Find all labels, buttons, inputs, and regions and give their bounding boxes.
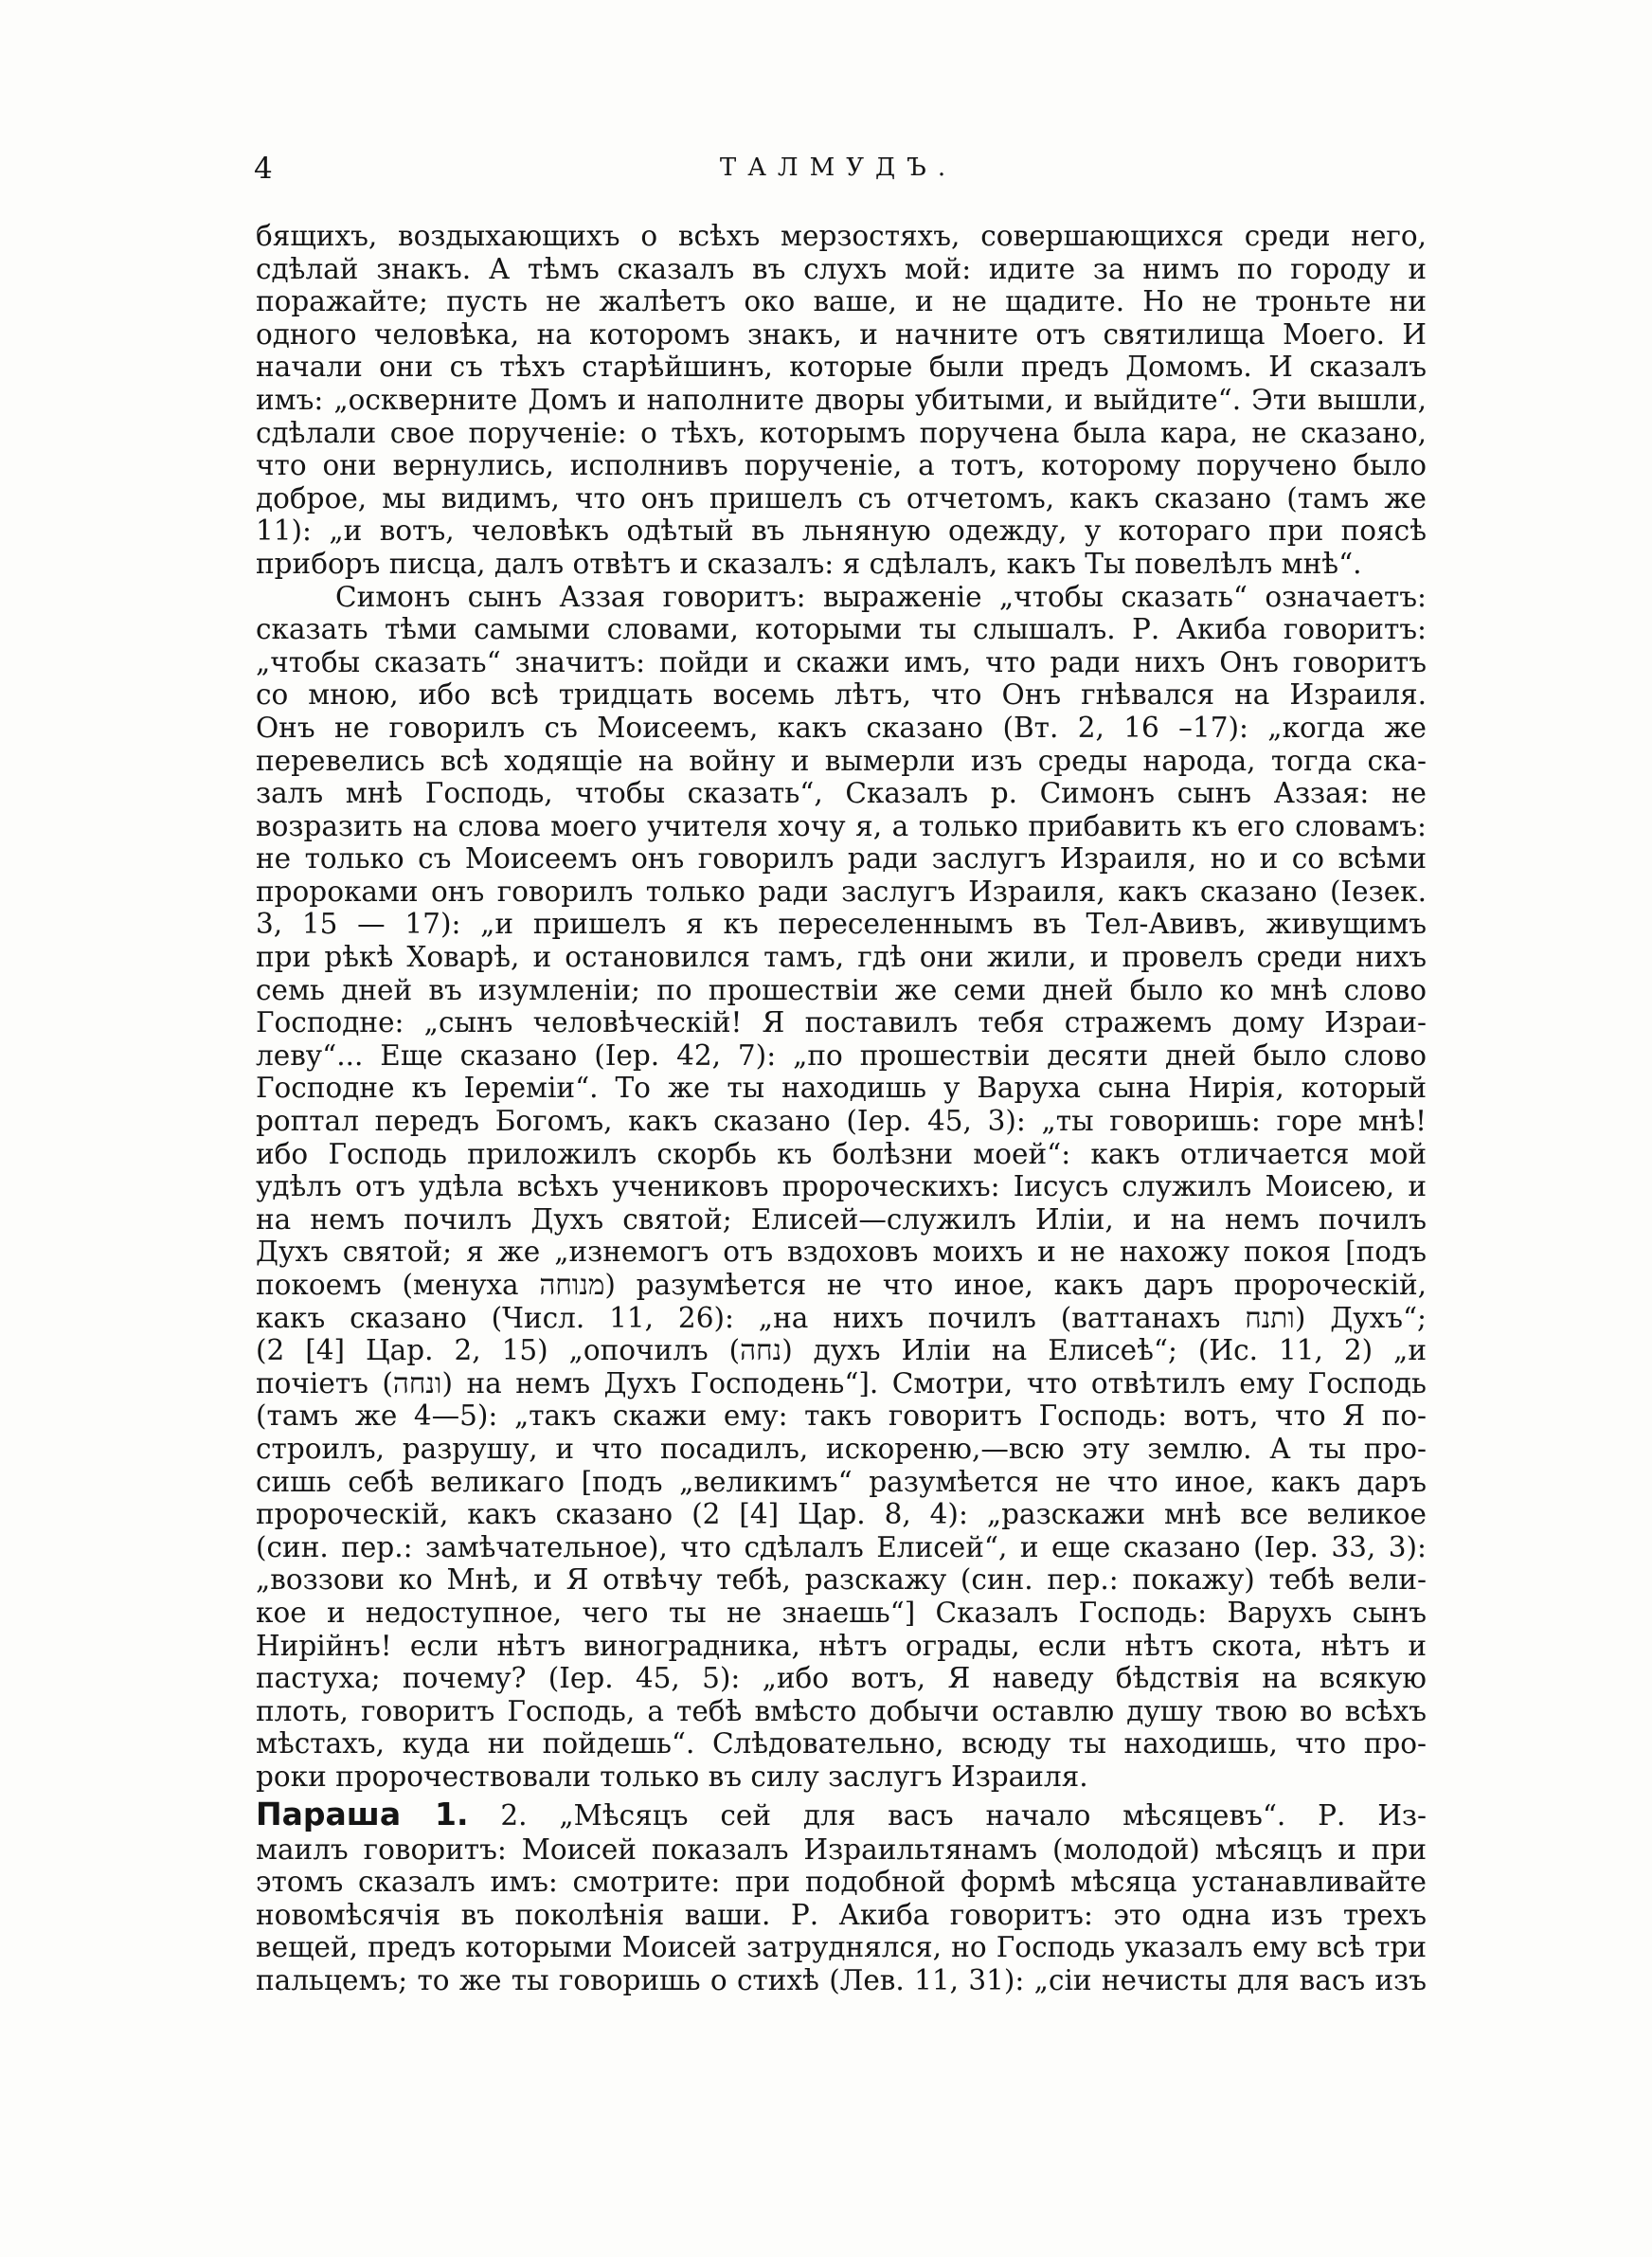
text-line-17: залъ мнѣ Господь, чтобы сказать“, Сказалъ р. Симонъ сынъ Аззая: не (256, 777, 1427, 810)
text-line-39: пророческій, какъ сказано (2 [4] Цар. 8, 4): „разскажи мнѣ все великое (256, 1498, 1427, 1531)
page-header (254, 152, 1423, 190)
parasha-line-1: маилъ говоритъ: Моисей показалъ Израильтянамъ (молодой) мѣсяцъ и при (256, 1833, 1427, 1866)
text-line-10: приборъ писца, далъ отвѣтъ и сказалъ: я сдѣлалъ, какъ Ты повелѣлъ мнѣ“. (256, 547, 1362, 580)
text-line-27: роптал передъ Богомъ, какъ сказано (Іер. 45, 3): „ты говоришь: горе мнѣ! (256, 1105, 1427, 1138)
text-line-11: Симонъ сынъ Аззая говоритъ: выраженіе „чтобы сказать“ означаетъ: (335, 580, 1427, 613)
text-line-33: какъ сказано (Числ. 11, 26): „на нихъ почилъ (ваттанахъ ותנח) Духъ“; (256, 1301, 1427, 1334)
text-line-38: сишь себѣ великаго [подъ „великимъ“ разумѣется не что иное, какъ даръ (256, 1465, 1427, 1498)
text-line-3: одного человѣка, на которомъ знакъ, и начните отъ святилища Моего. И (256, 317, 1427, 351)
text-line-40: (син. пер.: замѣчательное), что сдѣлалъ Елисей“, и еще сказано (Іер. 33, 3): (256, 1530, 1427, 1563)
parasha-line-3: новомѣсячія въ поколѣнія ваши. Р. Акиба говоритъ: это одна изъ трехъ (256, 1898, 1427, 1931)
text-line-46: мѣстахъ, куда ни пойдешь“. Слѣдовательно, всюду ты находишь, что про- (256, 1727, 1427, 1760)
parasha-heading-line (256, 1796, 1427, 1833)
text-line-18: возразить на слова моего учителя хочу я, а только прибавить къ его словамъ: (256, 809, 1427, 842)
parasha-line-2: этомъ сказалъ имъ: смотрите: при подобной формѣ мѣсяца устанавливайте (256, 1866, 1427, 1899)
text-line-15: Онъ не говорилъ съ Моисеемъ, какъ сказано (Вт. 2, 16 –17): „когда же (256, 711, 1427, 744)
running-title: ТАЛМУДЪ. (719, 153, 958, 182)
text-line-14: со мною, ибо всѣ тридцать восемь лѣтъ, что Онъ гнѣвался на Израиля. (256, 678, 1427, 712)
text-line-0: бящихъ, воздыхающихъ о всѣхъ мерзостяхъ, совершающихся среди него, (256, 220, 1427, 252)
text-line-37: строилъ, разрушу, и что посадилъ, искореню,—всю эту землю. А ты про- (256, 1432, 1427, 1465)
text-line-24: Господне: „сынъ человѣческій! Я поставилъ тебя стражемъ дому Израи- (256, 1006, 1427, 1039)
parasha-label: Параша 1. (256, 1795, 469, 1833)
text-line-26: Господне къ Іереміи“. То же ты находишь у Варуха сына Нирія, который (256, 1072, 1427, 1105)
text-line-35: почіетъ (ונחה) на немъ Духъ Господень“]. Смотри, что отвѣтилъ ему Господь (256, 1366, 1427, 1399)
text-line-12: сказать тѣми самыми словами, которыми ты слышалъ. Р. Акиба говоритъ: (256, 613, 1427, 646)
main-paragraphs (256, 220, 1427, 1794)
text-line-36: (тамъ же 4—5): „такъ скажи ему: такъ говоритъ Господь: вотъ, что Я по- (256, 1399, 1427, 1433)
text-line-34: (2 [4] Цар. 2, 15) „опочилъ (נחה) духъ Иліи на Елисеѣ“; (Ис. 11, 2) „и (256, 1334, 1427, 1367)
text-line-23: семь дней въ изумленіи; по прошествіи же семи дней было ко мнѣ слово (256, 973, 1427, 1006)
text-line-30: на немъ почилъ Духъ святой; Елисей—служилъ Иліи, и на немъ почилъ (256, 1202, 1427, 1236)
text-line-25: леву“... Еще сказано (Іер. 42, 7): „по прошествіи десяти дней было слово (256, 1038, 1427, 1072)
text-line-13: „чтобы сказать“ значитъ: пойди и скажи имъ, что ради нихъ Онъ говоритъ (256, 645, 1427, 678)
parasha-line-4: вещей, предъ которыми Моисей затруднялся, но Господь указалъ ему всѣ три (256, 1931, 1427, 1964)
text-line-8: доброе, мы видимъ, что онъ пришелъ съ отчетомъ, какъ сказано (тамъ же (256, 481, 1427, 515)
text-line-16: перевелись всѣ ходящіе на войну и вымерли изъ среды народа, тогда ска- (256, 744, 1427, 777)
text-line-32: покоемъ (менуха מנוחה) разумѣется не что иное, какъ даръ пророческій, (256, 1269, 1427, 1301)
text-line-28: ибо Господь приложилъ скорбь къ болѣзни моей“: какъ отличается мой (256, 1137, 1427, 1170)
text-line-2: поражайте; пусть не жалѣетъ око ваше, и не щадите. Но не троньте ни (256, 285, 1427, 318)
text-line-5: имъ: „оскверните Домъ и наполните дворы убитыми, и выйдите“. Эти вышли, (256, 383, 1427, 416)
text-line-19: не только съ Моисеемъ онъ говорилъ ради заслугъ Израиля, но и со всѣми (256, 842, 1427, 876)
text-line-20: пророками онъ говорилъ только ради заслугъ Израиля, какъ сказано (Іезек. (256, 875, 1427, 908)
text-line-41: „воззови ко Мнѣ, и Я отвѣчу тебѣ, разскажу (син. пер.: покажу) тебѣ вели- (256, 1563, 1427, 1597)
text-line-29: удѣлъ отъ удѣла всѣхъ учениковъ пророческихъ: Іисусъ служилъ Моисею, и (256, 1170, 1427, 1203)
text-line-43: Нирійнъ! если нѣтъ виноградника, нѣтъ ограды, если нѣтъ скота, нѣтъ и (256, 1629, 1427, 1662)
text-line-6: сдѣлали свое порученіе: о тѣхъ, которымъ поручена была кара, не сказано, (256, 416, 1427, 449)
text-line-45: плоть, говоритъ Господь, а тебѣ вмѣсто добычи оставлю душу твою во всѣхъ (256, 1694, 1427, 1727)
page-number: 4 (254, 152, 273, 186)
text-line-1: сдѣлай знакъ. А тѣмъ сказалъ въ слухъ мой: идите за нимъ по городу и (256, 252, 1427, 285)
parasha-section (256, 1796, 1427, 1997)
parasha-line-0: 2. „Мѣсяцъ сей для васъ начало мѣсяцевъ“. Р. Из- (468, 1798, 1427, 1832)
text-line-7: что они вернулись, исполнивъ порученіе, а тотъ, которому поручено было (256, 449, 1427, 482)
text-line-47: роки пророчествовали только въ силу заслугъ Израиля. (256, 1760, 1088, 1793)
text-line-9: 11): „и вотъ, человѣкъ одѣтый въ льняную одежду, у котораго при поясѣ (256, 515, 1427, 548)
text-line-42: кое и недоступное, чего ты не знаешь“] Сказалъ Господь: Варухъ сынъ (256, 1596, 1427, 1629)
text-line-22: при рѣкѣ Ховарѣ, и остановился тамъ, гдѣ они жили, и провелъ среди нихъ (256, 941, 1427, 974)
text-line-31: Духъ святой; я же „изнемогъ отъ вздоховъ моихъ и не нахожу покоя [подъ (256, 1236, 1427, 1269)
page-body (256, 220, 1427, 1996)
text-line-4: начали они съ тѣхъ старѣйшинъ, которые были предъ Домомъ. И сказалъ (256, 351, 1427, 384)
parasha-line-5: пальцемъ; то же ты говоришь о стихѣ (Лев. 11, 31): „сіи нечисты для васъ изъ (256, 1963, 1427, 1996)
text-line-21: 3, 15 — 17): „и пришелъ я къ переселеннымъ въ Тел-Авивъ, живущимъ (256, 908, 1427, 941)
text-line-44: пастуха; почему? (Іер. 45, 5): „ибо вотъ, Я наведу бѣдствія на всякую (256, 1662, 1427, 1695)
